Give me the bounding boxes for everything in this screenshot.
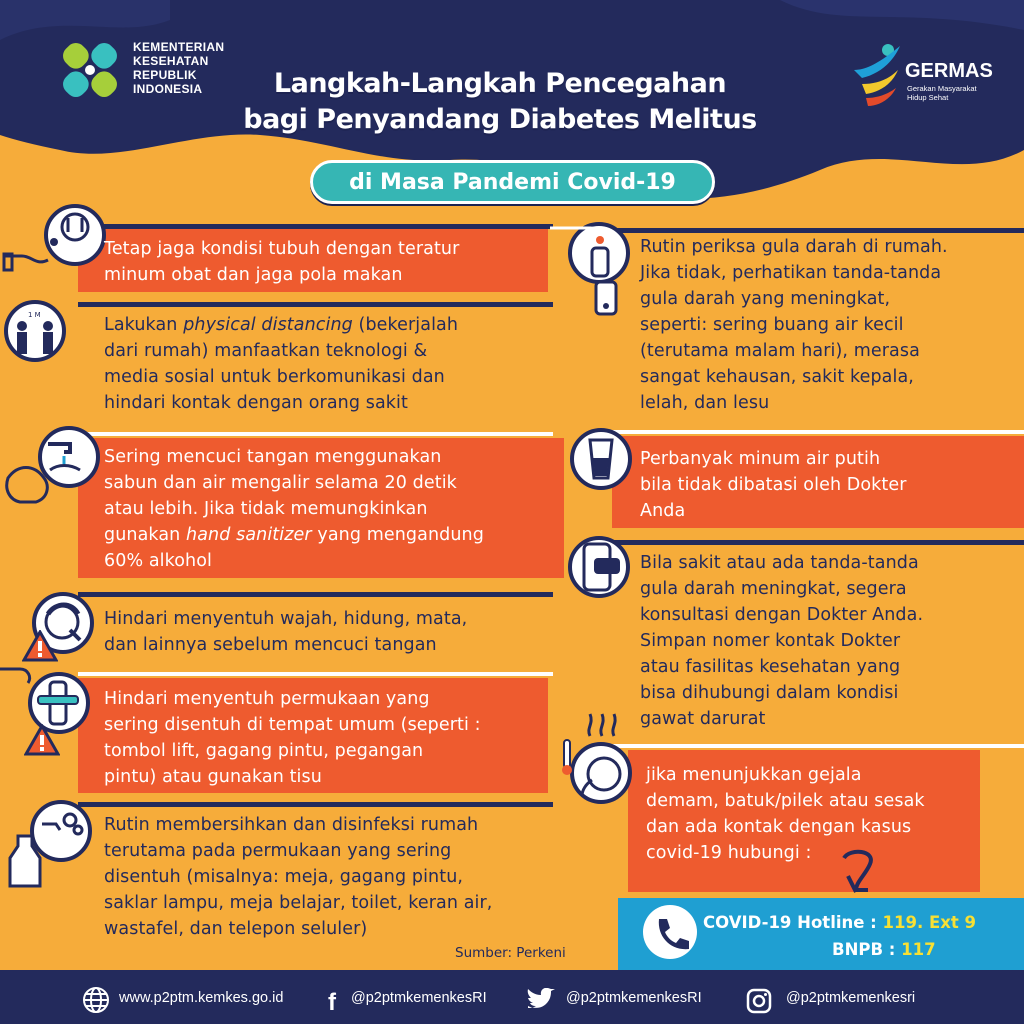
divider xyxy=(78,592,553,597)
bnpb-number: 117 xyxy=(901,940,936,959)
tip-line: dan lainnya sebelum mencuci tangan xyxy=(104,635,437,655)
tip-text xyxy=(104,444,484,574)
tip-line: seperti: sering buang air kecil xyxy=(640,315,904,335)
tip-line: disentuh (misalnya: meja, gagang pintu, xyxy=(104,867,464,887)
food-medicine-icon xyxy=(44,204,106,266)
tip-line: dan ada kontak dengan kasus xyxy=(646,817,912,837)
fever-cough-icon xyxy=(570,742,632,804)
finger-icon xyxy=(0,665,36,695)
tip-line xyxy=(104,522,484,548)
germas-name: GERMAS xyxy=(905,60,993,82)
divider xyxy=(612,540,1024,545)
subtitle: di Masa Pandemi Covid-19 xyxy=(349,170,676,195)
divider xyxy=(78,672,553,676)
tip-line: Simpan nomer kontak Dokter xyxy=(640,631,901,651)
ministry-line: INDONESIA xyxy=(133,82,203,96)
spray-bottle-icon xyxy=(4,830,48,890)
globe-icon xyxy=(82,986,110,1014)
tip-text xyxy=(640,234,948,416)
tip-line xyxy=(104,312,458,338)
kemenkes-logo-icon xyxy=(52,32,128,108)
subtitle-pill xyxy=(310,160,715,204)
germas-logo-icon xyxy=(848,40,906,110)
tip-line-start: Lakukan xyxy=(104,315,178,335)
tip-line: pintu) atau gunakan tisu xyxy=(104,767,322,787)
warning-icon xyxy=(24,724,60,756)
tip-line: (terutama malam hari), merasa xyxy=(640,341,920,361)
divider xyxy=(78,432,553,436)
tip-line: Jika tidak, perhatikan tanda-tanda xyxy=(640,263,942,283)
tip-line: saklar lampu, meja belajar, toilet, keran air, xyxy=(104,893,493,913)
tip-line: Rutin periksa gula darah di rumah. xyxy=(640,237,948,257)
tip-line: Perbanyak minum air putih xyxy=(640,449,881,469)
hotline-number: 119. Ext 9 xyxy=(882,913,977,932)
tip-line: terutama pada permukaan yang sering xyxy=(104,841,452,861)
germas-tagline xyxy=(907,84,977,102)
distancing-icon xyxy=(4,300,66,362)
tip-line: minum obat dan jaga pola makan xyxy=(104,265,403,285)
water-glass-icon xyxy=(570,428,632,490)
divider xyxy=(78,224,553,229)
title-line-1: Langkah-Langkah Pencegahan xyxy=(273,68,727,99)
ministry-line: REPUBLIK xyxy=(133,68,197,82)
hands-icon xyxy=(4,458,64,508)
tip-line: dari rumah) manfaatkan teknologi & xyxy=(104,341,428,361)
hotline-text xyxy=(703,913,976,932)
arrow-icon xyxy=(840,846,890,898)
phone-chat-icon xyxy=(568,536,630,598)
tip-line: sering disentuh di tempat umum (seperti : xyxy=(104,715,481,735)
tip-line: Sering mencuci tangan menggunakan xyxy=(104,447,442,467)
tip-text xyxy=(104,686,481,790)
instagram-link[interactable]: @p2ptmkemenkesri xyxy=(786,990,916,1006)
tip-italic: hand sanitizer xyxy=(186,525,312,545)
tip-line: bisa dihubungi dalam kondisi xyxy=(640,683,899,703)
tip-line: tombol lift, gagang pintu, pegangan xyxy=(104,741,424,761)
tip-line: wastafel, dan telepon seluler) xyxy=(104,919,368,939)
facebook-link[interactable]: @p2ptmkemenkesRI xyxy=(351,990,487,1006)
tip-line: atau lebih. Jika tidak memungkinkan xyxy=(104,499,428,519)
tip-line: Bila sakit atau ada tanda-tanda xyxy=(640,553,919,573)
divider xyxy=(612,744,1024,748)
tip-line: sabun dan air mengalir selama 20 detik xyxy=(104,473,457,493)
divider xyxy=(612,430,1024,434)
hotline-label: COVID-19 Hotline : xyxy=(703,913,877,932)
phone-icon xyxy=(643,905,697,959)
hand-pills-icon xyxy=(2,246,52,274)
tip-text xyxy=(640,550,923,732)
tip-line: gawat darurat xyxy=(640,709,766,729)
title-line-2: bagi Penyandang Diabetes Melitus xyxy=(243,104,757,135)
divider xyxy=(78,302,553,307)
tip-line-start: gunakan xyxy=(104,525,181,545)
tip-text xyxy=(104,236,459,288)
tip-line: Rutin membersihkan dan disinfeksi rumah xyxy=(104,815,479,835)
tip-text xyxy=(640,446,907,524)
tip-line: Tetap jaga kondisi tubuh dengan teratur xyxy=(104,239,460,259)
tip-line: gula darah yang meningkat, xyxy=(640,289,891,309)
thermometer-icon xyxy=(560,738,574,778)
tip-line: media sosial untuk berkomunikasi dan xyxy=(104,367,445,387)
facebook-icon xyxy=(326,988,344,1014)
website-link[interactable]: www.p2ptm.kemkes.go.id xyxy=(119,990,284,1006)
header xyxy=(0,0,1024,215)
distance-label: 1 M xyxy=(28,311,41,319)
tip-text xyxy=(104,606,467,658)
tip-line-end: (bekerjalah xyxy=(358,315,459,335)
finger-prick-icon xyxy=(550,214,620,248)
divider xyxy=(78,802,553,807)
ministry-line: KEMENTERIAN xyxy=(133,40,225,54)
tip-line: Hindari menyentuh wajah, hidung, mata, xyxy=(104,609,468,629)
heat-waves-icon xyxy=(584,710,624,740)
tip-line: 60% alkohol xyxy=(104,551,213,571)
instagram-icon xyxy=(746,988,772,1014)
tip-line: bila tidak dibatasi oleh Dokter xyxy=(640,475,907,495)
twitter-icon xyxy=(526,988,556,1012)
tip-line: covid-19 hubungi : xyxy=(646,843,812,863)
divider xyxy=(612,228,1024,233)
germas-tagline-line: Hidup Sehat xyxy=(907,93,949,102)
tip-line: gula darah meningkat, segera xyxy=(640,579,907,599)
tip-text xyxy=(104,312,458,416)
tip-line: konsultasi dengan Dokter Anda. xyxy=(640,605,924,625)
tip-line-end: yang mengandung xyxy=(317,525,484,545)
tip-line: sangat kehausan, sakit kepala, xyxy=(640,367,914,387)
tip-line: hindari kontak dengan orang sakit xyxy=(104,393,408,413)
tip-line: Anda xyxy=(640,501,686,521)
tip-text xyxy=(104,812,492,942)
twitter-link[interactable]: @p2ptmkemenkesRI xyxy=(566,990,702,1006)
meter-device-icon xyxy=(592,280,620,316)
svg-text:f: f xyxy=(328,989,336,1014)
germas-tagline-line: Gerakan Masyarakat xyxy=(907,84,977,93)
bnpb-label: BNPB : xyxy=(832,940,896,959)
bnpb-text xyxy=(832,940,936,959)
tip-line: jika menunjukkan gejala xyxy=(646,765,862,785)
tip-line: lelah, dan lesu xyxy=(640,393,770,413)
tip-line: Hindari menyentuh permukaan yang xyxy=(104,689,430,709)
warning-icon xyxy=(22,630,58,662)
tip-line: atau fasilitas kesehatan yang xyxy=(640,657,901,677)
source-credit: Sumber: Perkeni xyxy=(455,945,566,961)
ministry-line: KESEHATAN xyxy=(133,54,209,68)
tip-line: demam, batuk/pilek atau sesak xyxy=(646,791,925,811)
tip-italic: physical distancing xyxy=(183,315,353,335)
